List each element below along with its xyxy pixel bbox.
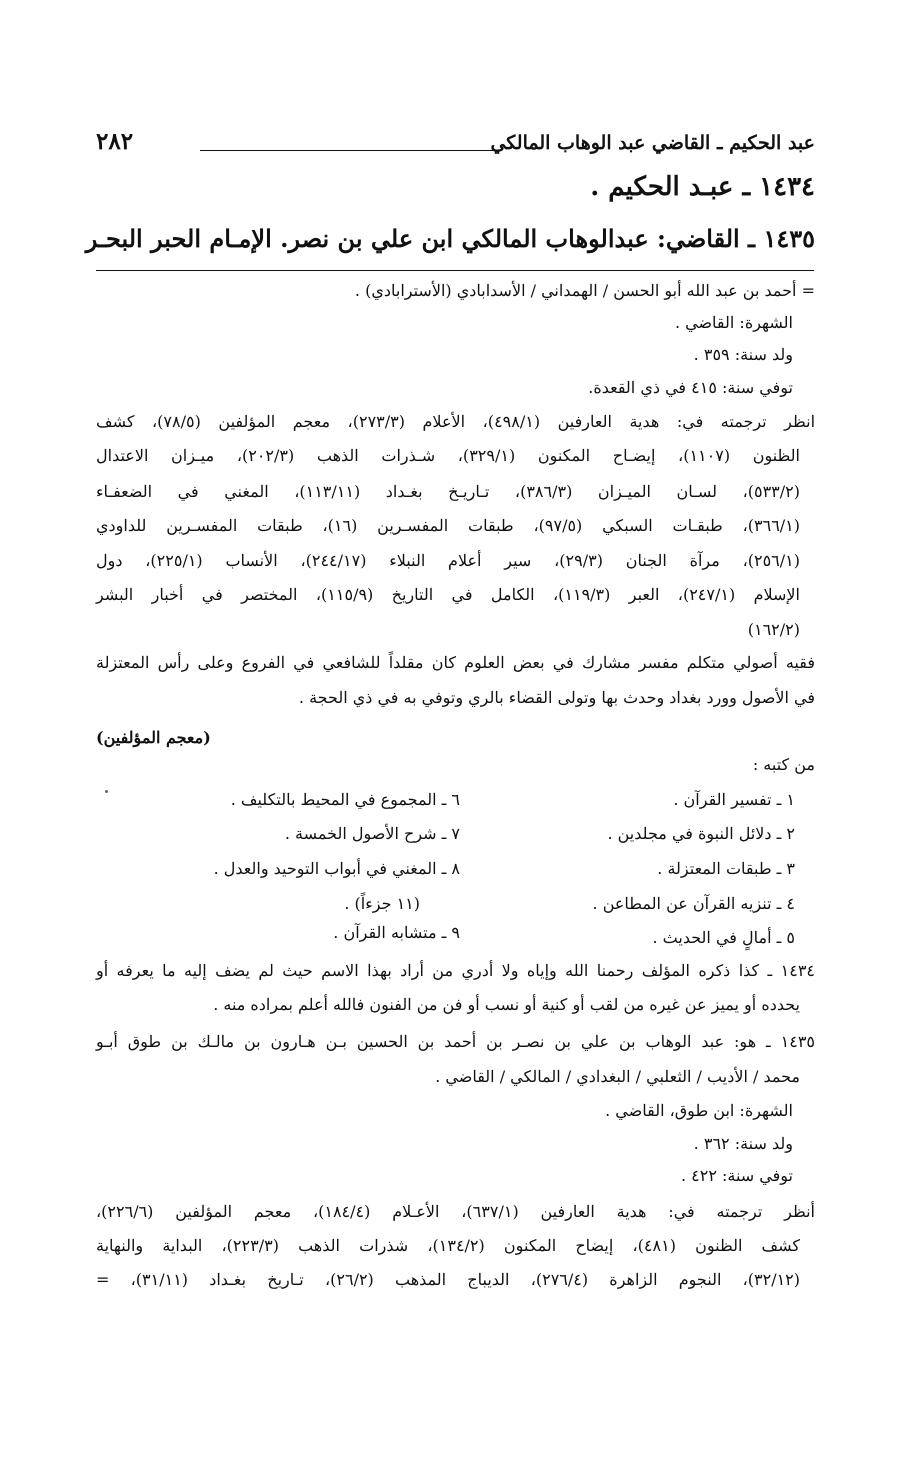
book-item-volumes: (١١ جزءاً) . bbox=[344, 894, 420, 913]
ref-line: انظر ترجمته في: هدية العارفين (٤٩٨/١)، الأعلام (٢٧٣/٣)، معجم المؤلفين (٧٨/٥)، كشف bbox=[96, 412, 816, 431]
ref-line: الظنون (١١٠٧)، إيضـاح المكنون (٣٢٩/١)، شـذرات الذهب (٢٠٢/٣)، ميـزان الاعتدال bbox=[96, 446, 801, 465]
ref-line: (٣٦٦/١)، طبقـات السبكي (٩٧/٥)، طبقات المفسـرين (١٦)، طبقات المفسـرين للداودي bbox=[96, 516, 801, 535]
book-item: ٩ ـ متشابه القرآن . bbox=[333, 923, 460, 942]
entry-1434: ١٤٣٤ ـ عبـد الحكيم . bbox=[590, 172, 815, 202]
bio-source: (معجم المؤلفين) bbox=[96, 728, 211, 747]
book-item: ٤ ـ تنزيه القرآن عن المطاعن . bbox=[592, 894, 795, 913]
book-item: ٥ ـ أمالٍ في الحديث . bbox=[652, 928, 795, 947]
footnote-1435-fame: الشهرة: ابن طوق، القاضي . bbox=[605, 1101, 793, 1120]
bio-line: في الأصول وورد بغداد وحدث بها وتولى القضاء بالري وتوفي به في ذي الحجة . bbox=[298, 688, 815, 707]
bio-line: فقيه أصولي متكلم مفسر مشارك في بعض العلوم كان مقلداً للشافعي في الفروع وعلى رأس المعتزلة bbox=[96, 653, 815, 672]
ref-line: (٥٣٣/٢)، لسـان الميـزان (٣٨٦/٣)، تـاريـخ بغـداد (١١٣/١١)، المغني في الضعفـاء bbox=[96, 482, 800, 501]
footnote-1435-ref: (٣٢/١٢)، النجوم الزاهرة (٢٧٦/٤)، الديباج المذهب (٢٦/٢)، تـاريخ بغـداد (٣١/١١)، = bbox=[96, 1270, 801, 1289]
footnote-died: توفي سنة: ٤١٥ في ذي القعدة. bbox=[588, 378, 793, 397]
header-rule bbox=[200, 150, 496, 151]
entry-1435: ١٤٣٥ ـ القاضي: عبدالوهاب المالكي ابن علي بن نصر. الإمـام الحبر البحـر bbox=[85, 224, 815, 253]
footnote-1435-ref: أنظر ترجمته في: هدية العارفين (٦٣٧/١)، الأعـلام (١٨٤/٤)، معجم المؤلفين (٢٢٦/٦)، bbox=[96, 1202, 815, 1221]
book-item: ٨ ـ المغني في أبواب التوحيد والعدل . bbox=[213, 859, 460, 878]
footnote-1434-line: يحدده أو يميز عن غيره من لقب أو كنية أو نسب أو فن من الفنون فالله أعلم بمراده منه . bbox=[213, 995, 800, 1014]
book-item: ٣ ـ طبقات المعتزلة . bbox=[657, 859, 795, 878]
footnote-born: ولد سنة: ٣٥٩ . bbox=[693, 345, 793, 364]
page-number: ٢٨٢ bbox=[96, 128, 134, 155]
book-item: ٧ ـ شرح الأصول الخمسة . bbox=[284, 824, 460, 843]
footnote-name-cont: = أحمد بن عبد الله أبو الحسن / الهمداني / الأسدابادي (الأسترابادي) . bbox=[354, 281, 815, 300]
footnote-1435-died: توفي سنة: ٤٢٢ . bbox=[680, 1166, 793, 1185]
footnote-fame: الشهرة: القاضي . bbox=[674, 313, 793, 332]
stray-dot bbox=[105, 790, 108, 793]
footnote-1434-line: ١٤٣٤ ـ كذا ذكره المؤلف رحمنا الله وإياه ولا أدري من أراد بهذا الاسم حيث لم يضف إليه ما يعرفه أو bbox=[96, 961, 815, 980]
book-item: ٢ ـ دلائل النبوة في مجلدين . bbox=[607, 824, 795, 843]
ref-line: (١٦٢/٢) bbox=[747, 620, 800, 639]
books-label: من كتبه : bbox=[752, 755, 815, 774]
ref-line: (٢٥٦/١)، مرآة الجنان (٢٩/٣)، سير أعلام النبلاء (٢٤٤/١٧)، الأنساب (٢٢٥/١)، دول bbox=[96, 551, 800, 570]
book-item: ٦ ـ المجموع في المحيط بالتكليف . bbox=[230, 790, 460, 809]
footnote-1435-name: ١٤٣٥ ـ هو: عبد الوهاب بن علي بن نصـر بن أحمد بن الحسين بـن هـارون بن مالـك بن طوق أبـو bbox=[96, 1032, 815, 1051]
footnote-1435-ref: كشف الظنون (٤٨١)، إيضاح المكنون (١٣٤/٢)، شذرات الذهب (٢٢٣/٣)، البداية والنهاية bbox=[96, 1236, 801, 1255]
running-title: عبد الحكيم ـ القاضي عبد الوهاب المالكي bbox=[490, 132, 815, 154]
footnote-1435-name: محمد / الأديب / الثعلبي / البغدادي / المالكي / القاضي . bbox=[435, 1067, 800, 1086]
footnote-separator bbox=[96, 270, 814, 271]
ref-line: الإسلام (٢٤٧/١)، العبر (١١٩/٣)، الكامل في التاريخ (١١٥/٩)، المختصر في أخبار البشر bbox=[96, 585, 800, 604]
book-item: ١ ـ تفسير القرآن . bbox=[673, 790, 795, 809]
footnote-1435-born: ولد سنة: ٣٦٢ . bbox=[693, 1134, 793, 1153]
